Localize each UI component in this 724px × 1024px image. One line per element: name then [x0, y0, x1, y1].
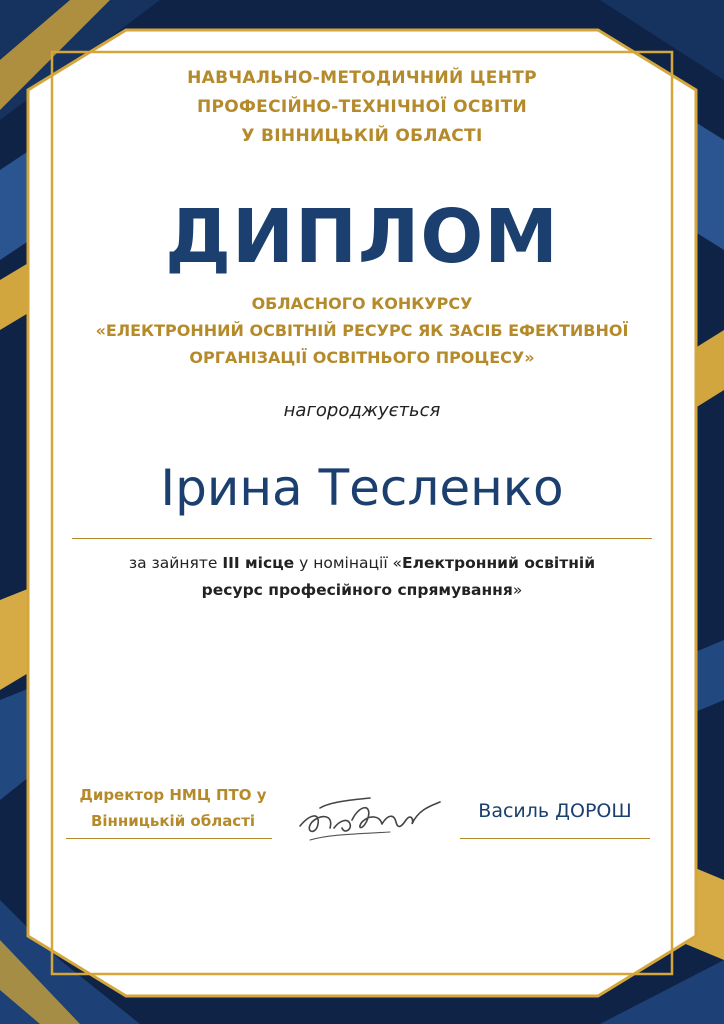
name-underline: [72, 538, 652, 539]
position-line-2: Вінницькій області: [90, 812, 256, 830]
handwritten-signature: [290, 784, 460, 854]
org-line-2: ПРОФЕСІЙНО-ТЕХНІЧНОЇ ОСВІТИ: [196, 97, 528, 117]
position-line-1: Директор НМЦ ПТО у: [79, 786, 267, 804]
org-line-1: НАВЧАЛЬНО-МЕТОДИЧНИЙ ЦЕНТР: [187, 68, 537, 88]
diploma-title: ДИПЛОМ: [165, 194, 559, 280]
place-description: [50, 550, 674, 604]
place-middle: у номінації «: [294, 554, 403, 572]
contest-line-2: «ЕЛЕКТРОННИЙ ОСВІТНІЙ РЕСУРС ЯК ЗАСІБ ЕФЕКТИВНОЇ: [95, 321, 629, 340]
director-position: [58, 782, 288, 834]
awarded-text: нагороджується: [283, 400, 441, 421]
position-underline: [66, 838, 272, 839]
place-bold: III місце: [222, 554, 295, 572]
contest-line-1: ОБЛАСНОГО КОНКУРСУ: [251, 294, 473, 313]
contest-name: [50, 290, 674, 371]
signer-underline: [460, 838, 650, 839]
contest-line-3: ОРГАНІЗАЦІЇ ОСВІТНЬОГО ПРОЦЕСУ»: [189, 348, 535, 367]
place-suffix: »: [512, 581, 523, 599]
nomination-line-2: ресурс професійного спрямування: [201, 581, 513, 599]
signer-name: Василь ДОРОШ: [478, 800, 632, 822]
recipient-name: Ірина Тесленко: [160, 459, 564, 517]
place-prefix: за зайняте: [128, 554, 223, 572]
organization-name: [50, 64, 674, 151]
org-line-3: У ВІННИЦЬКІЙ ОБЛАСТІ: [241, 126, 483, 146]
nomination-line-1: Електронний освітній: [402, 554, 596, 572]
